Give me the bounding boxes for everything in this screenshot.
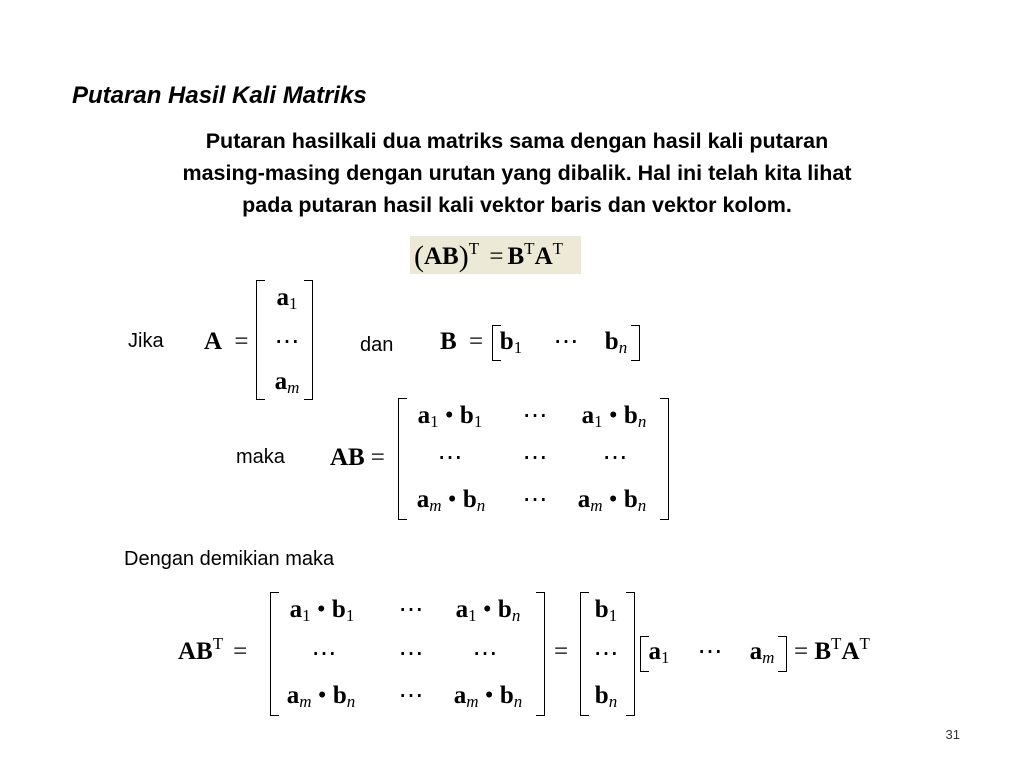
- final-rhs: = $B^TA^T$: [794, 634, 870, 665]
- paragraph-line-3: pada putaran hasil kali vektor baris dan vektor kolom.: [242, 193, 792, 217]
- page-number: 31: [945, 727, 960, 742]
- matrix-b-lhs: B =: [440, 328, 484, 355]
- label-maka: maka: [236, 446, 285, 468]
- identity-formula: $(AB)^T = B^TA^T$: [414, 239, 564, 273]
- label-jika: Jika: [128, 330, 164, 352]
- matrix-a-lhs: A =: [204, 328, 249, 355]
- final-lhs: $AB^T$ =: [178, 634, 248, 665]
- paragraph-line-1: Putaran hasilkali dua matriks sama dengan hasil kali putaran: [205, 129, 829, 153]
- label-dengan-demikian: Dengan demikian maka: [124, 548, 335, 570]
- intro-paragraph: [100, 125, 934, 221]
- matrix-ab-lhs: AB =: [330, 444, 385, 471]
- slide-title: Putaran Hasil Kali Matriks: [72, 82, 367, 109]
- paragraph-line-2: masing-masing dengan urutan yang dibalik. Hal ini telah kita lihat: [182, 161, 852, 185]
- label-dan: dan: [360, 334, 394, 356]
- equals-sign: =: [554, 638, 569, 665]
